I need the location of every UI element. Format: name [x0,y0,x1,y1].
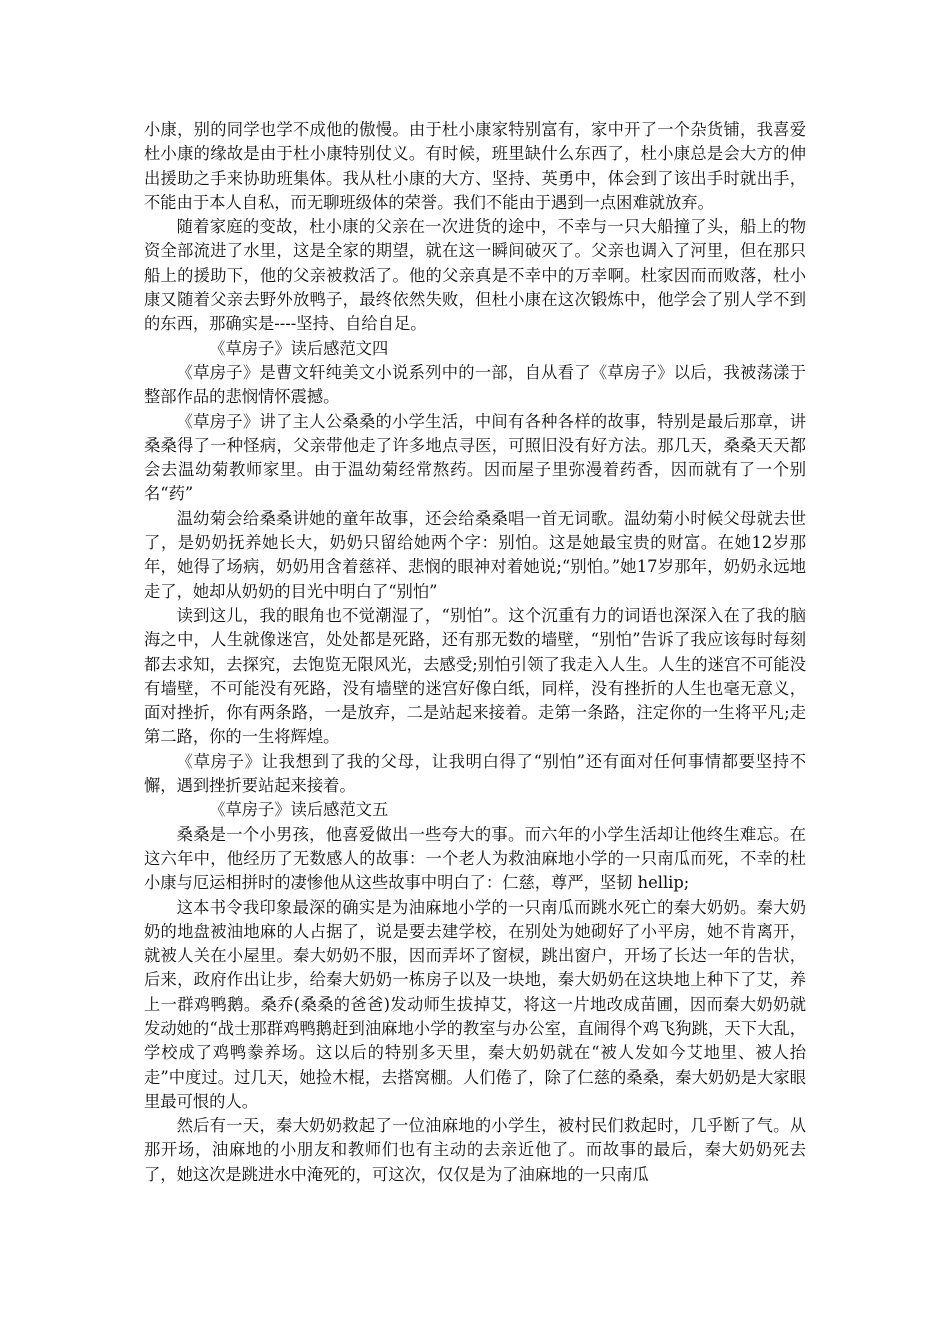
section-heading-essay-five: 《草房子》读后感范文五 [209,800,389,820]
paragraph-parents: 《草房子》让我想到了我的父母，让我明白得了“别怕”还有面对任何事情都要坚持不懈，遇到挫折要站起来接着。 [144,751,806,796]
document-page [144,118,806,1187]
paragraph-dont-be-afraid: 读到这儿，我的眼角也不觉潮湿了，“别怕”。这个沉重有力的词语也深深入在了我的脑海之中，人生就像迷宫，处处都是死路，还有那无数的墙壁，“别怕”告诉了我应该每时每刻都去求知，去探究，去饱览无限风光，去感受;别怕引领了我走入人生。人生的迷宫不可能没有墙壁，不可能没有死路，没有墙壁的迷宫好像白纸，同样，没有挫折的人生也毫无意义，面对挫折，你有两条路，一是放弃，二是站起来接着。走第一条路，注定你的一生将平凡;走第二路，你的一生将辉煌。 [144,605,806,747]
paragraph-wen-youju-story: 温幼菊会给桑桑讲她的童年故事，还会给桑桑唱一首无词歌。温幼菊小时候父母就去世了，是奶奶抚养她长大，奶奶只留给她两个字：别怕。这是她最宝贵的财富。在她12岁那年，她得了场病，奶奶用含着慈祥、悲悯的眼神对着她说;“别怕。”她17岁那年，奶奶永远地走了，她却从奶奶的目光中明白了“别怕” [144,508,806,601]
paragraph-essay-five-intro: 桑桑是一个小男孩，他喜爱做出一些夸大的事。而六年的小学生活却让他终生难忘。在这六年中，他经历了无数感人的故事：一个老人为救油麻地小学的一只南瓜而死，不幸的杜小康与厄运相拼时的凄惨他从这些故事中明白了：仁慈，尊严，坚韧 hellip; [144,824,806,893]
paragraph-family-change: 随着家庭的变故，杜小康的父亲在一次进货的途中，不幸与一只大船撞了头，船上的物资全部流进了水里，这是全家的期望，就在这一瞬间破灭了。父亲也调入了河里，但在那只船上的援助下，他的父亲被救活了。他的父亲真是不幸中的万幸啊。杜家因而而败落，杜小康又随着父亲去野外放鸭子，最终依然失败，但杜小康在这次锻炼中，他学会了别人学不到的东西，那确实是----坚持、自给自足。 [144,217,806,334]
paragraph-continuation: 小康，别的同学也学不成他的傲慢。由于杜小康家特别富有，家中开了一个杂货铺，我喜爱杜小康的缘故是由于杜小康特别仗义。有时候，班里缺什么东西了，杜小康总是会大方的伸出援助之手来协助班集体。我从杜小康的大方、坚持、英勇中，体会到了该出手时就出手，不能由于本人自私，而无聊班级体的荣誉。我们不能由于遇到一点困难就放弃。 [144,120,806,212]
paragraph-essay-four-intro: 《草房子》是曹文轩纯美文小说系列中的一部，自从看了《草房子》以后，我被荡漾于整部作品的悲悯情怀震撼。 [144,362,806,407]
paragraph-sangsang-illness: 《草房子》讲了主人公桑桑的小学生活，中间有各种各样的故事，特别是最后那章，讲桑桑得了一种怪病，父亲带他走了许多地点寻医，可照旧没有好方法。那几天，桑桑天天都会去温幼菊教师家里。由于温幼菊经常熬药。因而屋子里弥漫着药香，因而就有了一个别名“药” [144,411,806,504]
paragraph-grandma-qin: 这本书令我印象最深的确实是为油麻地小学的一只南瓜而跳水死亡的秦大奶奶。秦大奶奶的地盘被油地麻的人占据了，说是要去建学校，在别处为她砌好了小平房，她不肯离开，就被人关在小屋里。秦大奶奶不服，因而弄坏了窗棂，跳出窗户，开场了长达一年的告状，后来，政府作出让步，给秦大奶奶一栋房子以及一块地，秦大奶奶在这块地上种下了艾，养上一群鸡鸭鹅。桑乔(桑桑的爸爸)发动师生拔掉艾，将这一片地改成苗圃，因而秦大奶奶就发动她的“战士那群鸡鸭鹅赶到油麻地小学的教室与办公室，直闹得个鸡飞狗跳，天下大乱，学校成了鸡鸭豢养场。这以后的特别多天里，秦大奶奶就在“被人发如今艾地里、被人抬走”中度过。过几天，她捡木棍，去搭窝棚。人们倦了，除了仁慈的桑桑，秦大奶奶是大家眼里最可恨的人。 [144,897,806,1111]
section-heading-essay-four: 《草房子》读后感范文四 [209,338,389,358]
paragraph-ending: 然后有一天，秦大奶奶救起了一位油麻地的小学生，被村民们救起时，几乎断了气。从那开场，油麻地的小朋友和教师们也有主动的去亲近他了。而故事的最后，秦大奶奶死去了，她这次是跳进水中淹死的，可这次，仅仅是为了油麻地的一只南瓜 [144,1116,806,1184]
